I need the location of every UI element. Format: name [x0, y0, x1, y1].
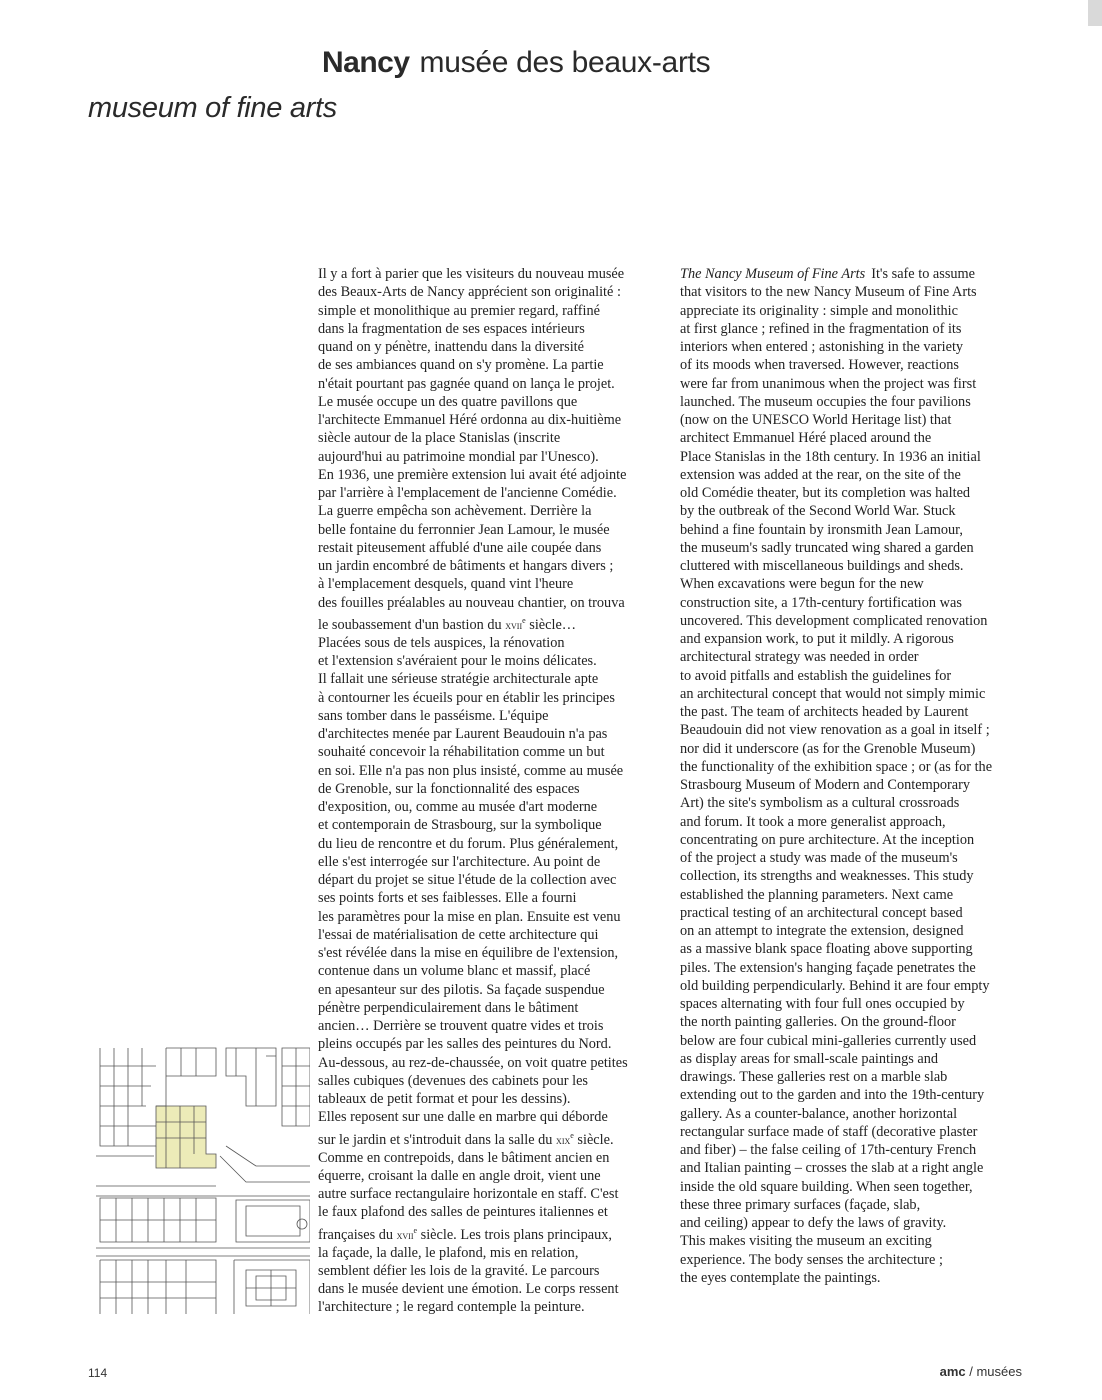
- french-column: [318, 265, 663, 1317]
- text-line: ancien… Derrière se trouvent quatre vides et trois: [318, 1018, 604, 1035]
- text-line: Comme en contrepoids, dans le bâtiment ancien en: [318, 1149, 610, 1166]
- text-line: de ses ambiances quand on s'y promène. La partie: [318, 357, 604, 374]
- text-line: that visitors to the new Nancy Museum of Fine Arts: [680, 284, 977, 301]
- text-line: inside the old square building. When seen together,: [680, 1178, 973, 1195]
- text-line: and fiber) – the false ceiling of 17th-century French: [680, 1142, 977, 1158]
- text-line: l'architecte Emmanuel Héré ordonna au dix-huitième: [318, 412, 622, 428]
- text-line: Il fallait une sérieuse stratégie architecturale apte: [318, 671, 599, 688]
- english-heading: The Nancy Museum of Fine Arts: [680, 266, 866, 282]
- text-line: cluttered with miscellaneous buildings and sheds.: [680, 558, 964, 574]
- text-line: autre surface rectangulaire horizontale en staff. C'est: [318, 1186, 619, 1203]
- text-line: construction site, a 17th-century fortification was: [680, 594, 962, 611]
- title-city: Nancy: [322, 46, 410, 79]
- museum-highlight: [206, 1154, 216, 1168]
- text-line: were far from unanimous when the project was first: [680, 375, 977, 392]
- text-line: of its moods when traversed. However, reactions: [680, 357, 959, 374]
- text-line: appreciate its originality : simple and monolithic: [680, 302, 958, 319]
- text-segment: sur le jardin et s'introduit dans la salle du: [318, 1131, 553, 1148]
- text-line: collection, its strengths and weaknesses. This study: [680, 868, 974, 885]
- text-line: as display areas for small-scale paintings and: [680, 1050, 939, 1067]
- footer-section: [940, 1364, 1022, 1379]
- text-line: and expansion work, to put it mildly. A rigorous: [680, 631, 954, 647]
- text-line: à l'emplacement desquels, quand vint l'heure: [318, 576, 574, 593]
- text-line: [318, 612, 663, 634]
- text-line: l'architecture ; le regard contemple la peinture.: [318, 1299, 585, 1316]
- text-line: les paramètres pour la mise en plan. Ensuite est venu: [318, 908, 621, 925]
- text-line: et contemporain de Strasbourg, sur la symbolique: [318, 817, 602, 834]
- text-line: simple et monolithique au premier regard, raffiné: [318, 302, 601, 319]
- text-line: siècle autour de la place Stanislas (inscrite: [318, 430, 561, 447]
- text-line: le faux plafond des salles de peintures italiennes et: [318, 1204, 608, 1221]
- text-line: the north painting galleries. On the ground-floor: [680, 1014, 956, 1031]
- text-line: extension was added at the rear, on the site of the: [680, 466, 961, 483]
- text-line: elle s'est interrogée sur l'architecture. Au point de: [318, 853, 601, 870]
- text-line: Place Stanislas in the 18th century. In 1936 an initial: [680, 448, 981, 465]
- text-line: When excavations were begun for the new: [680, 576, 924, 593]
- plan-linework: [96, 1048, 310, 1314]
- text-line: This makes visiting the museum an exciting: [680, 1233, 932, 1250]
- text-line: interiors when entered ; astonishing in the variety: [680, 339, 964, 355]
- text-line: architectural strategy was needed in order: [680, 649, 919, 666]
- footer-brand: amc: [939, 1364, 966, 1379]
- text-line: [318, 1222, 663, 1244]
- text-segment: It's safe to assume: [871, 266, 976, 282]
- text-line: En 1936, une première extension lui avait été adjointe: [318, 466, 627, 483]
- text-line: gallery. As a counter-balance, another horizontal: [680, 1105, 958, 1122]
- text-line: belle fontaine du ferronnier Jean Lamour, le musée: [318, 521, 610, 538]
- text-line: n'était pourtant pas gagnée quand on lança le projet.: [318, 375, 615, 392]
- text-line: practical testing of an architectural concept based: [680, 904, 963, 921]
- text-line: experience. The body senses the architecture ;: [680, 1251, 943, 1268]
- text-line: contenue dans un volume blanc et massif, placé: [318, 963, 591, 980]
- text-line: Placées sous de tels auspices, la rénovation: [318, 634, 565, 651]
- text-line: Strasbourg Museum of Modern and Contemporary: [680, 777, 971, 793]
- text-line: des Beaux-Arts de Nancy apprécient son originalité :: [318, 284, 621, 301]
- text-line: rectangular surface made of staff (decorative plaster: [680, 1123, 978, 1140]
- text-line: on an attempt to integrate the extension, designed: [680, 923, 964, 939]
- text-line: d'exposition, ou, comme au musée d'art moderne: [318, 799, 598, 816]
- text-line: of the project a study was made of the museum's: [680, 850, 958, 866]
- text-line: the eyes contemplate the paintings.: [680, 1269, 881, 1286]
- text-line: La guerre empêcha son achèvement. Derrière la: [318, 503, 592, 520]
- text-line: below are four cubical mini-galleries currently used: [680, 1032, 977, 1049]
- text-line: these three primary surfaces (façade, slab,: [680, 1196, 921, 1213]
- text-line: la façade, la dalle, le plafond, mis en relation,: [318, 1244, 579, 1261]
- text-line: dans la fragmentation de ses espaces intérieurs: [318, 320, 585, 337]
- text-line: and ceiling) appear to defy the laws of gravity.: [680, 1215, 947, 1231]
- page-title: [322, 46, 710, 80]
- text-line: restait piteusement affublé d'une aile coupée dans: [318, 539, 602, 556]
- text-line: dans le musée devient une émotion. Le corps ressent: [318, 1281, 619, 1298]
- text-line: un jardin encombré de bâtiments et hangars divers ;: [318, 558, 614, 574]
- text-line: s'est révélée dans la mise en équilibre de l'extension,: [318, 945, 619, 962]
- text-segment: siècle. Les trois plans principaux,: [417, 1226, 613, 1243]
- text-line: the past. The team of architects headed by Laurent: [680, 704, 969, 720]
- text-line: et l'extension s'avéraient pour le moins délicates.: [318, 653, 597, 670]
- text-line: uncovered. This development complicated renovation: [680, 612, 988, 629]
- text-line: launched. The museum occupies the four pavilions: [680, 393, 971, 410]
- site-plan-figure: [96, 1046, 310, 1314]
- text-line: quand on y pénètre, inattendu dans la diversité: [318, 339, 585, 355]
- text-line: and Italian painting – crosses the slab at a right angle: [680, 1160, 984, 1177]
- text-line: established the planning parameters. Next came: [680, 886, 954, 903]
- text-line: salles cubiques (devenues des cabinets pour les: [318, 1072, 588, 1089]
- text-line: pénètre perpendiculairement dans le bâtiment: [318, 999, 579, 1016]
- text-line: par l'arrière à l'emplacement de l'ancienne Comédie.: [318, 485, 617, 501]
- text-line: départ du projet se situe l'étude de la collection avec: [318, 872, 617, 889]
- text-line: en soi. Elle n'a pas non plus insisté, comme au musée: [318, 762, 624, 779]
- text-line: de Grenoble, sur la fonctionnalité des espaces: [318, 780, 580, 797]
- text-line: [318, 1127, 663, 1149]
- text-line: nor did it underscore (as for the Grenoble Museum): [680, 740, 976, 757]
- text-line: as a massive blank space floating above supporting: [680, 941, 973, 958]
- text-line: the functionality of the exhibition space ; or (as for the: [680, 758, 993, 775]
- text-line: l'essai de matérialisation de cette architecture qui: [318, 926, 599, 943]
- text-segment: siècle…: [525, 616, 577, 633]
- footer-section-label: musées: [976, 1364, 1022, 1379]
- english-column: [680, 265, 1020, 1287]
- text-line: tableaux de petit format et pour les dessins).: [318, 1091, 571, 1108]
- century-suffix: e: [413, 1225, 418, 1235]
- text-line: the museum's sadly truncated wing shared a garden: [680, 539, 974, 556]
- text-line: Beaudouin did not view renovation as a goal in itself ;: [680, 722, 990, 739]
- subtitle-en: museum of fine arts: [88, 92, 337, 124]
- text-line: semblent défier les lois de la gravité. Le parcours: [318, 1262, 600, 1279]
- text-line: souhaité concevoir la réhabilitation comme un but: [318, 744, 605, 761]
- text-line: ses points forts et ses faiblesses. Elle a fourni: [318, 890, 577, 907]
- text-line: to avoid pitfalls and establish the guidelines for: [680, 667, 952, 684]
- century-numeral: xvii: [396, 1227, 414, 1242]
- text-segment: siècle.: [573, 1131, 614, 1148]
- text-line: at first glance ; refined in the fragmentation of its: [680, 320, 962, 337]
- text-line: [680, 265, 1020, 283]
- text-line: d'architectes menée par Laurent Beaudouin n'a pas: [318, 726, 608, 743]
- text-line: Le musée occupe un des quatre pavillons que: [318, 393, 578, 410]
- century-suffix: e: [570, 1130, 574, 1140]
- page-number: 114: [88, 1366, 108, 1380]
- footer-separator: /: [965, 1364, 977, 1379]
- text-line: an architectural concept that would not simply mimic: [680, 685, 986, 702]
- text-line: architect Emmanuel Héré placed around the: [680, 430, 932, 447]
- text-line: old Comédie theater, but its completion was halted: [680, 485, 971, 501]
- text-line: du lieu de rencontre et du forum. Plus généralement,: [318, 835, 619, 852]
- text-line: sans tomber dans le passéisme. L'équipe: [318, 707, 549, 724]
- text-line: pleins occupés par les salles des peintures du Nord.: [318, 1036, 612, 1053]
- text-line: spaces alternating with four full ones occupied by: [680, 996, 965, 1012]
- century-suffix: e: [522, 615, 526, 625]
- text-line: des fouilles préalables au nouveau chantier, on trouva: [318, 594, 625, 611]
- text-line: by the outbreak of the Second World War. Stuck: [680, 503, 956, 520]
- text-line: Au-dessous, au rez-de-chaussée, on voit quatre petites: [318, 1054, 628, 1071]
- text-line: Elles reposent sur une dalle en marbre qui déborde: [318, 1109, 608, 1126]
- text-line: (now on the UNESCO World Heritage list) that: [680, 412, 952, 428]
- text-segment: françaises du: [318, 1226, 394, 1243]
- text-line: old building perpendicularly. Behind it are four empty: [680, 977, 990, 994]
- text-line: piles. The extension's hanging façade penetrates the: [680, 959, 976, 976]
- text-line: à contourner les écueils pour en établir les principes: [318, 689, 615, 706]
- text-line: Art) the site's symbolism as a cultural crossroads: [680, 795, 960, 812]
- museum-highlight: [156, 1106, 206, 1168]
- text-line: en apesanteur sur des pilotis. Sa façade suspendue: [318, 981, 605, 998]
- text-line: behind a fine fountain by ironsmith Jean Lamour,: [680, 521, 963, 538]
- text-line: Il y a fort à parier que les visiteurs du nouveau musée: [318, 266, 625, 282]
- text-line: extending out to the garden and into the 19th-century: [680, 1087, 985, 1104]
- century-numeral: xix: [556, 1132, 571, 1147]
- text-line: équerre, croisant la dalle en angle droit, vient une: [318, 1167, 601, 1184]
- text-line: and forum. It took a more generalist approach,: [680, 813, 946, 830]
- text-line: drawings. These galleries rest on a marble slab: [680, 1069, 948, 1085]
- text-line: aujourd'hui au patrimoine mondial par l'Unesco).: [318, 448, 599, 465]
- edge-mark: [1088, 0, 1102, 26]
- century-numeral: xvii: [505, 617, 523, 632]
- title-name-fr: musée des beaux-arts: [419, 46, 711, 79]
- text-segment: le soubassement d'un bastion du: [318, 616, 502, 633]
- text-line: concentrating on pure architecture. At the inception: [680, 831, 975, 848]
